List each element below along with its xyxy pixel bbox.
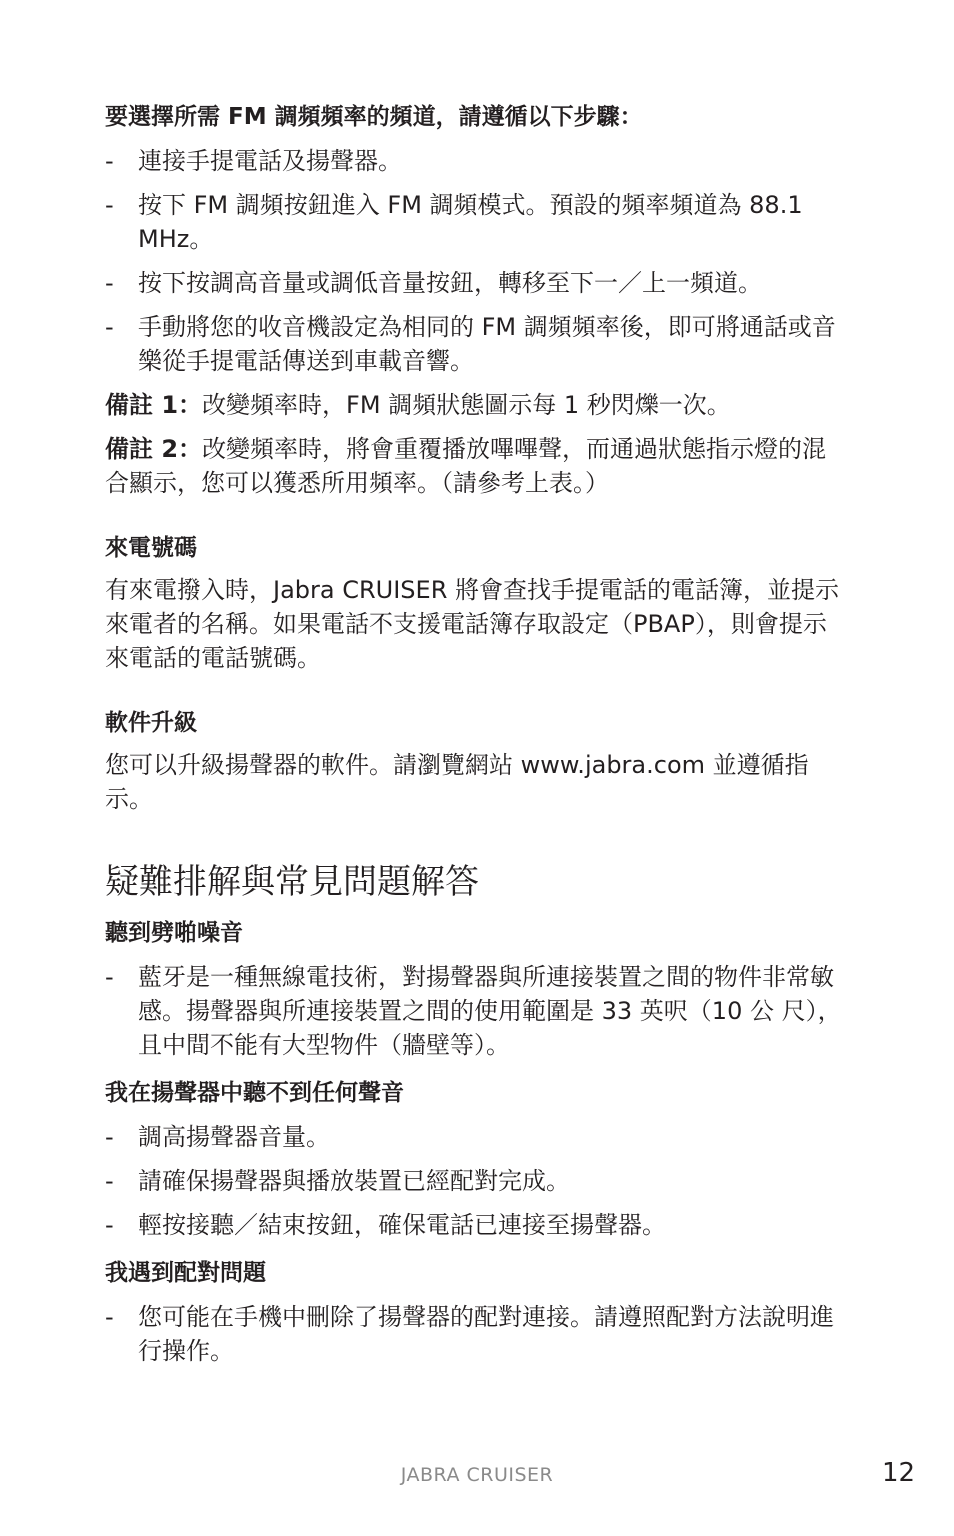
- page-number: 12: [882, 1458, 916, 1488]
- pairing-list: [105, 1300, 850, 1368]
- no-sound-heading: 我在揚聲器中聽不到任何聲音: [105, 1080, 404, 1106]
- software-text: 您可以升級揚聲器的軟件。請瀏覽網站 www.jabra.com 並遵循指示。: [105, 751, 809, 813]
- note-2-text: 改變頻率時，將會重覆播放嗶嗶聲，而通過狀態指示燈的混合顯示，您可以獲悉所用頻率。（請參考上表。）: [105, 435, 827, 497]
- list-item: - 按下按調高音量或調低音量按鈕，轉移至下一／上一頻道。: [105, 266, 850, 300]
- software-heading: 軟件升級: [105, 710, 197, 736]
- list-item: - 輕按接聽／結束按鈕，確保電話已連接至揚聲器。: [105, 1208, 850, 1242]
- note-1-label: 備註 1：: [105, 391, 203, 419]
- footer-brand: JABRA CRUISER: [400, 1464, 554, 1486]
- list-item: - 您可能在手機中刪除了揚聲器的配對連接。請遵照配對方法說明進行操作。: [105, 1300, 850, 1368]
- crackling-heading: 聽到劈啪噪音: [105, 920, 243, 946]
- page-content: [105, 100, 850, 1368]
- pairing-heading: 我遇到配對問題: [105, 1260, 266, 1286]
- note-2: [105, 432, 850, 500]
- list-item: - 按下 FM 調頻按鈕進入 FM 調頻模式。預設的頻率頻道為 88.1 MHz。: [105, 188, 850, 256]
- troubleshooting-title: 疑難排解與常見問題解答: [105, 862, 479, 902]
- list-item: - 手動將您的收音機設定為相同的 FM 調頻頻率後，即可將通話或音樂從手提電話傳送到車載音響。: [105, 310, 850, 378]
- caller-id-heading: 來電號碼: [105, 535, 197, 561]
- note-1-text: 改變頻率時，FM 調頻狀態圖示每 1 秒閃爍一次。: [202, 391, 731, 419]
- fm-heading: 要選擇所需 FM 調頻頻率的頻道，請遵循以下步驟：: [105, 104, 643, 130]
- note-1: [105, 388, 850, 422]
- note-2-label: 備註 2：: [105, 435, 203, 463]
- fm-steps-list: [105, 144, 850, 378]
- list-item: - 連接手提電話及揚聲器。: [105, 144, 850, 178]
- list-item: - 請確保揚聲器與播放裝置已經配對完成。: [105, 1164, 850, 1198]
- caller-id-text: 有來電撥入時，Jabra CRUISER 將會查找手提電話的電話簿，並提示來電者的名稱。如果電話不支援電話簿存取設定（PBAP），則會提示來電話的電話號碼。: [105, 576, 840, 672]
- list-item: - 藍牙是一種無線電技術，對揚聲器與所連接裝置之間的物件非常敏感。揚聲器與所連接裝置之間的使用範圍是 33 英呎（10 公 尺），且中間不能有大型物件（牆壁等）。: [105, 960, 850, 1062]
- list-item: - 調高揚聲器音量。: [105, 1120, 850, 1154]
- no-sound-list: [105, 1120, 850, 1242]
- crackling-list: [105, 960, 850, 1062]
